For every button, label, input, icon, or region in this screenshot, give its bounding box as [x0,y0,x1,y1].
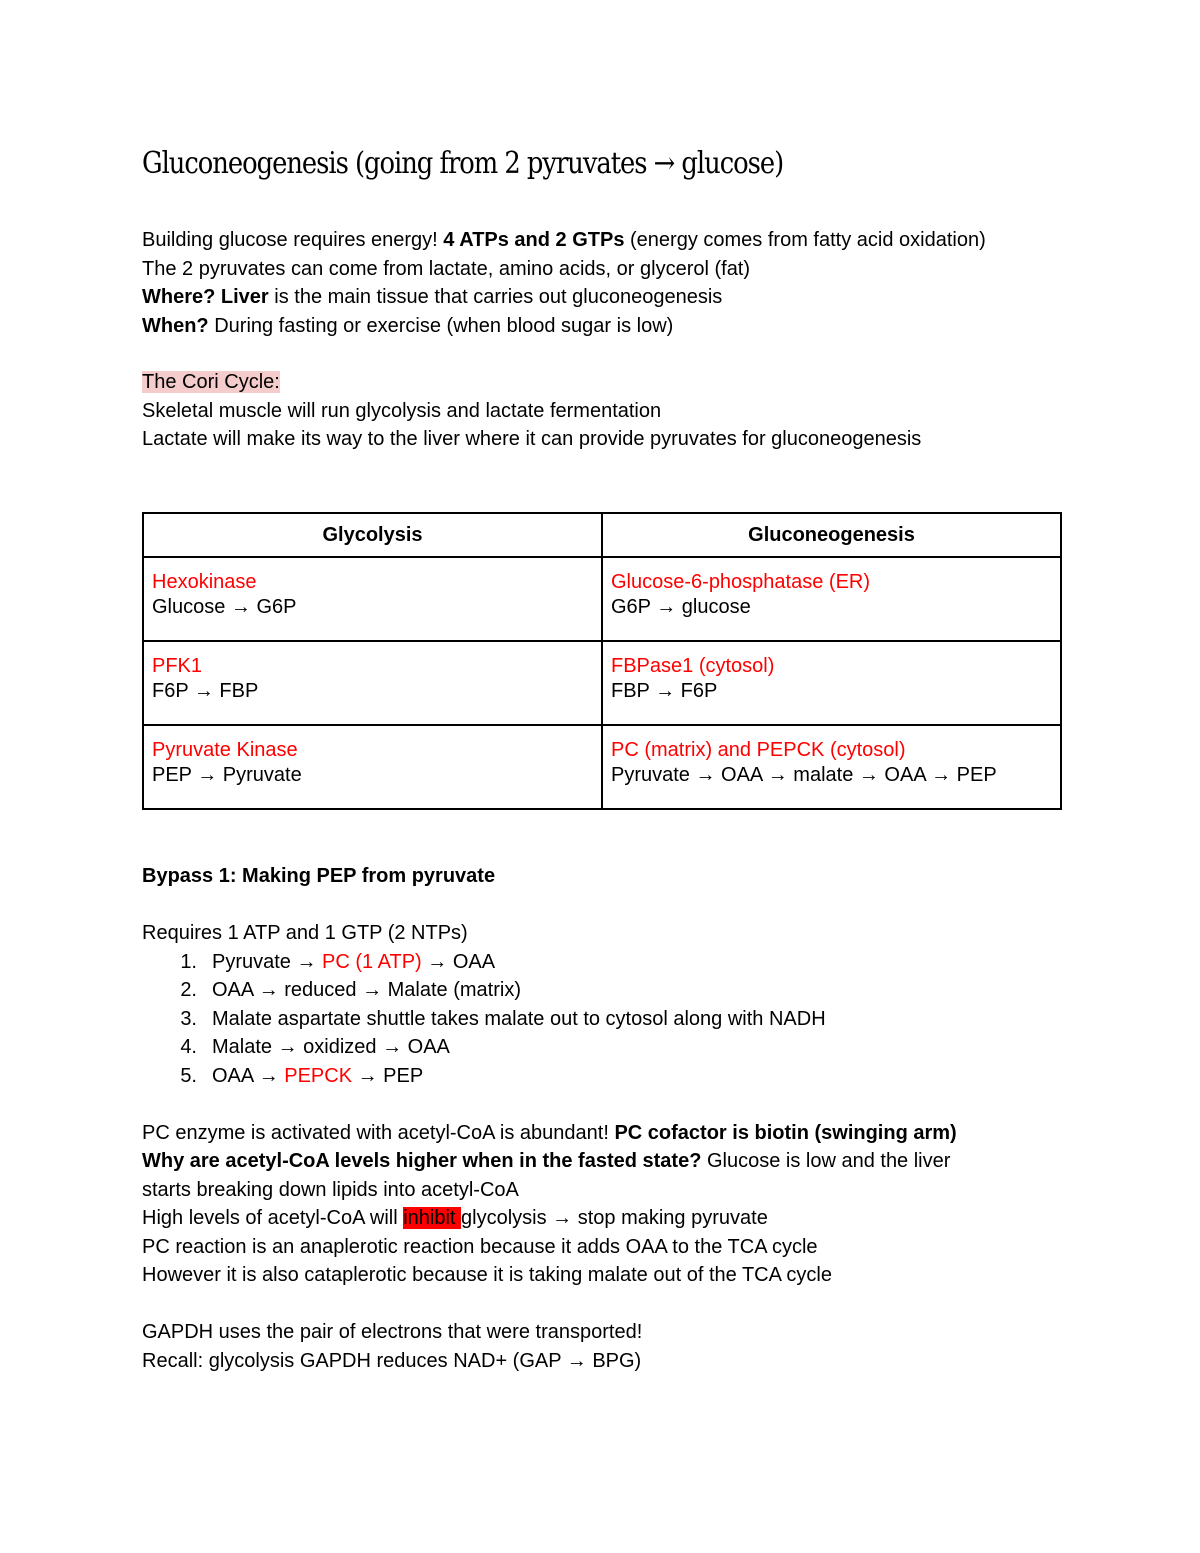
reaction: FBP → F6P [611,680,718,702]
reaction: PEP → Pyruvate [152,764,302,786]
list-number: 2. [180,979,197,1001]
table-header-row [143,513,1061,557]
reaction: G6P → glucose [611,596,751,618]
pc-cofactor-bold: PC cofactor is biotin (swinging arm) [614,1121,957,1144]
comparison-table [142,512,1062,810]
energy-bold: 4 ATPs and 2 GTPs [443,229,625,251]
step-text: Malate aspartate shuttle takes malate out to cytosol along with NADH [212,1007,826,1030]
enzyme-name: Glucose-6-phosphatase (ER) [611,571,871,593]
bypass-heading: Bypass 1: Making PEP from pyruvate [142,865,496,887]
list-number: 1. [180,950,197,973]
bypass-steps-list [142,948,1062,1091]
reaction: F6P → FBP [152,680,259,702]
list-item [175,1062,1062,1091]
pc-activation-line [142,1119,1062,1148]
where-line [142,283,1062,312]
when-bold: When? [142,314,209,337]
anaplerotic-line: PC reaction is an anaplerotic reaction because it adds OAA to the TCA cycle [142,1235,818,1258]
glycolysis-cell [143,641,602,725]
cori-line-1: Skeletal muscle will run glycolysis and lactate fermentation [142,399,662,422]
cori-heading: The Cori Cycle: [142,371,280,393]
step-enzyme: PEPCK [284,1064,353,1087]
enzyme-name: PC (matrix) and PEPCK (cytosol) [611,739,906,761]
header-glycolysis: Glycolysis [143,513,602,557]
reaction: Pyruvate → OAA → malate → OAA → PEP [611,764,997,786]
where-bold: Where? Liver [142,286,269,308]
why-line-2: starts breaking down lipids into acetyl-CoA [142,1178,519,1201]
step-text-end: → OAA [421,950,496,973]
list-item [175,948,1062,977]
why-line [142,1147,1062,1176]
list-number: 3. [180,1007,197,1030]
why-question: Why are acetyl-CoA levels higher when in the fasted state? [142,1150,702,1172]
requires-line: Requires 1 ATP and 1 GTP (2 NTPs) [142,922,468,944]
bypass-heading-line [142,862,1062,891]
when-line [142,312,1062,341]
pc-activation-text: PC enzyme is activated with acetyl-CoA is abundant! [142,1121,615,1144]
recall-line: Recall: glycolysis GAPDH reduces NAD+ (GAP → BPG) [142,1349,642,1372]
energy-line [142,226,1062,255]
step-text: OAA → [212,1064,285,1087]
reaction: Glucose → G6P [152,596,297,618]
list-number: 4. [180,1036,197,1058]
enzyme-name: Pyruvate Kinase [152,739,298,761]
table-row [143,725,1061,809]
gluconeogenesis-cell [602,641,1061,725]
table-row [143,557,1061,641]
list-item [175,1033,1062,1062]
why-answer: Glucose is low and the liver [701,1150,951,1172]
cori-heading-line [142,368,1062,397]
cori-line-2: Lactate will make its way to the liver where it can provide pyruvates for gluconeogenesis [142,428,922,450]
gluconeogenesis-cell [602,557,1061,641]
when-text: During fasting or exercise (when blood sugar is low) [208,314,674,337]
header-gluconeogenesis: Gluconeogenesis [602,513,1061,557]
gapdh-line: GAPDH uses the pair of electrons that were transported! [142,1321,643,1343]
enzyme-name: PFK1 [152,655,203,677]
gluconeogenesis-cell [602,725,1061,809]
energy-text: Building glucose requires energy! [142,229,444,251]
glycolysis-cell [143,725,602,809]
pyruvate-source-line: The 2 pyruvates can come from lactate, amino acids, or glycerol (fat) [142,257,751,280]
where-text: is the main tissue that carries out gluconeogenesis [268,286,723,308]
inhibit-pre: High levels of acetyl-CoA will [142,1207,404,1229]
inhibit-post: glycolysis → stop making pyruvate [461,1207,768,1229]
energy-note: (energy comes from fatty acid oxidation) [624,229,986,251]
bypass-1-section [142,862,1062,1375]
cataplerotic-line: However it is also cataplerotic because it is taking malate out of the TCA cycle [142,1264,832,1286]
enzyme-name: Hexokinase [152,571,257,593]
page-title: Gluconeogenesis (going from 2 pyruvates → glucose) [142,146,784,181]
list-item [175,1005,1062,1034]
step-text: OAA → reduced → Malate (matrix) [212,979,521,1001]
enzyme-name: FBPase1 (cytosol) [611,655,775,677]
inhibit-line [142,1204,1062,1233]
table-row [143,641,1061,725]
step-text-end: → PEP [352,1064,424,1087]
list-number: 5. [180,1064,197,1087]
cori-cycle-section [142,368,1062,454]
inhibit-highlight: inhibit [403,1207,462,1229]
intro-section [142,226,1062,340]
glycolysis-cell [143,557,602,641]
step-text: Malate → oxidized → OAA [212,1036,450,1058]
step-enzyme: PC (1 ATP) [322,950,422,973]
list-item [175,976,1062,1005]
step-text: Pyruvate → [212,950,323,973]
